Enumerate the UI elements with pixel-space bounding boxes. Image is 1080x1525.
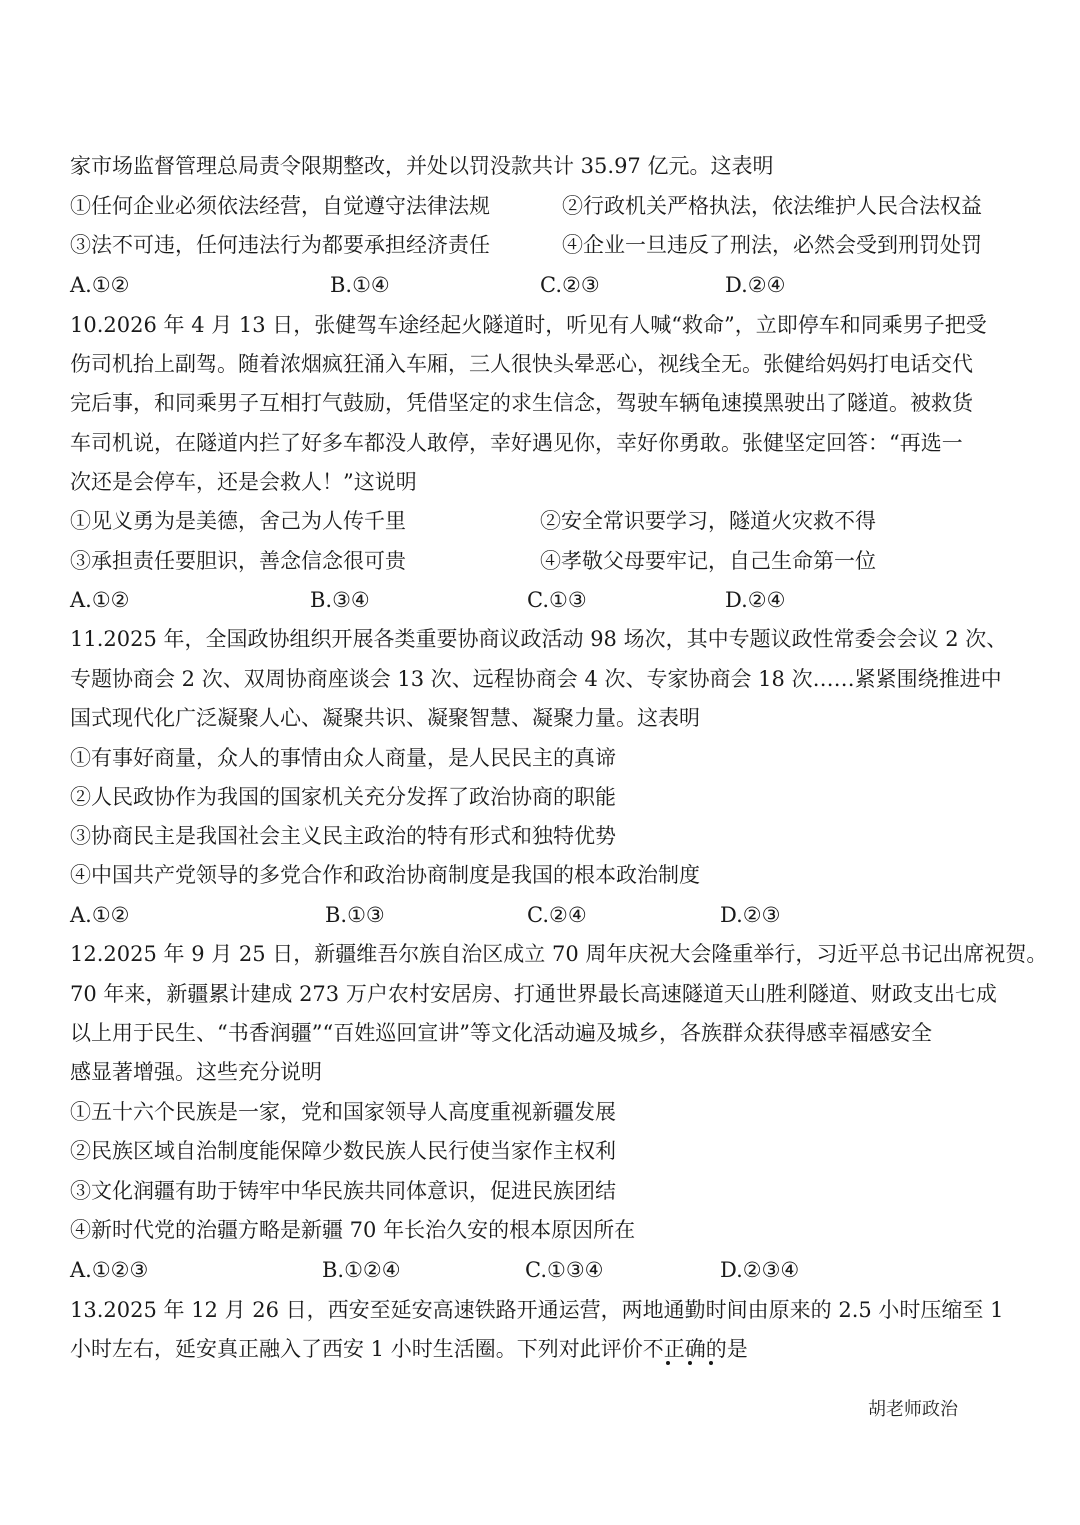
q11-option-a: A.①② [70,903,130,927]
q10-option-a: A.①② [70,588,130,612]
emphasis-dot [666,1361,670,1365]
q12-stem-line-4: 感显著增强。这些充分说明 [70,1060,322,1084]
q12-stem-line-1: 12.2025 年 9 月 25 日，新疆维吾尔族自治区成立 70 周年庆祝大会隆重举行，习近平总书记出席祝贺。 [70,942,1048,966]
emphasis-dot [709,1361,713,1365]
q10-option-b: B.③④ [310,588,370,612]
q10-statements-row-2 [70,541,1020,581]
q10-option-d: D.②④ [725,588,786,612]
q10-statement-1: ①见义勇为是美德，舍己为人传千里 [70,509,406,533]
q10-stem-line-5: 次还是会停车，还是会救人！”这说明 [70,470,417,494]
q10-options [70,580,1020,620]
q10-statement-4: ④孝敬父母要牢记，自己生命第一位 [540,549,876,573]
q10-stem-line-2: 伤司机抬上副驾。随着浓烟疯狂涌入车厢，三人很快头晕恶心，视线全无。张健给妈妈打电话交代 [70,352,973,376]
q9-statements-row-2 [70,225,1020,265]
q9-option-d: D.②④ [725,273,786,297]
q11-statement-3: ③协商民主是我国社会主义民主政治的特有形式和独特优势 [70,824,616,848]
q12-statement-3: ③文化润疆有助于铸牢中华民族共同体意识，促进民族团结 [70,1179,616,1203]
q11-stem-line-1: 11.2025 年，全国政协组织开展各类重要协商议政活动 98 场次，其中专题议政性常委会会议 2 次、 [70,627,1008,651]
q9-statements-row-1 [70,186,1020,226]
q13-stem-line-1: 13.2025 年 12 月 26 日，西安至延安高速铁路开通运营，两地通勤时间由原来的 2.5 小时压缩至 1 [70,1298,1004,1322]
q10-statement-2: ②安全常识要学习，隧道火灾救不得 [540,509,876,533]
q9-stem-end: 家市场监督管理总局责令限期整改，并处以罚没款共计 35.97 亿元。这表明 [70,154,774,178]
q12-stem-line-2: 70 年来，新疆累计建成 273 万户农村安居房、打通世界最长高速隧道天山胜利隧道、财政支出七成 [70,982,997,1006]
q11-options [70,895,1020,935]
q10-statements-row-1 [70,501,1020,541]
q11-option-b: B.①③ [325,903,385,927]
q11-statement-1: ①有事好商量，众人的事情由众人商量，是人民民主的真谛 [70,746,616,770]
q12-option-a: A.①②③ [70,1258,149,1282]
q12-option-d: D.②③④ [720,1258,800,1282]
q11-stem-line-2: 专题协商会 2 次、双周协商座谈会 13 次、远程协商会 4 次、专家协商会 18 次……紧紧围绕推进中 [70,667,1002,691]
q9-statement-3: ③法不可违，任何违法行为都要承担经济责任 [70,233,490,257]
q9-option-c: C.②③ [540,273,600,297]
q11-stem-line-3: 国式现代化广泛凝聚人心、凝聚共识、凝聚智慧、凝聚力量。这表明 [70,706,700,730]
q12-statement-2: ②民族区域自治制度能保障少数民族人民行使当家作主权利 [70,1139,616,1163]
q9-option-b: B.①④ [330,273,390,297]
q9-option-a: A.①② [70,273,130,297]
q10-option-c: C.①③ [527,588,587,612]
q9-statement-4: ④企业一旦违反了刑法，必然会受到刑罚处罚 [562,233,982,257]
q10-statement-3: ③承担责任要胆识，善念信念很可贵 [70,549,406,573]
emphasis-dots [664,1361,724,1367]
q12-option-b: B.①②④ [322,1258,401,1282]
watermark: 胡老师政治 [868,1399,958,1420]
q10-stem-line-1: 10.2026 年 4 月 13 日，张健驾车途经起火隧道时，听见有人喊“救命”，立即停车和同乘男子把受 [70,313,987,337]
emphasis-dot [688,1361,692,1365]
q13-stem-line-2: 小时左右，延安真正融入了西安 1 小时生活圈。下列对此评价不正确的是 [70,1337,748,1361]
q11-option-d: D.②③ [720,903,781,927]
q12-statement-4: ④新时代党的治疆方略是新疆 70 年长治久安的根本原因所在 [70,1218,636,1242]
q12-option-c: C.①③④ [525,1258,604,1282]
q9-statement-1: ①任何企业必须依法经营，自觉遵守法律法规 [70,194,490,218]
q10-stem-line-4: 车司机说，在隧道内拦了好多车都没人敢停，幸好遇见你，幸好你勇敢。张健坚定回答：“再选一 [70,431,963,455]
q9-options [70,265,1020,305]
q9-statement-2: ②行政机关严格执法，依法维护人民合法权益 [562,194,982,218]
q12-statement-1: ①五十六个民族是一家，党和国家领导人高度重视新疆发展 [70,1100,616,1124]
q11-statement-2: ②人民政协作为我国的国家机关充分发挥了政治协商的职能 [70,785,616,809]
q12-options [70,1250,1020,1290]
q11-option-c: C.②④ [527,903,587,927]
q12-stem-line-3: 以上用于民生、“书香润疆”“百姓巡回宣讲”等文化活动遍及城乡，各族群众获得感幸福感安全 [70,1021,932,1045]
q10-stem-line-3: 完后事，和同乘男子互相打气鼓励，凭借坚定的求生信念，驾驶车辆龟速摸黑驶出了隧道。被救货 [70,391,973,415]
q11-statement-4: ④中国共产党领导的多党合作和政治协商制度是我国的根本政治制度 [70,863,700,887]
